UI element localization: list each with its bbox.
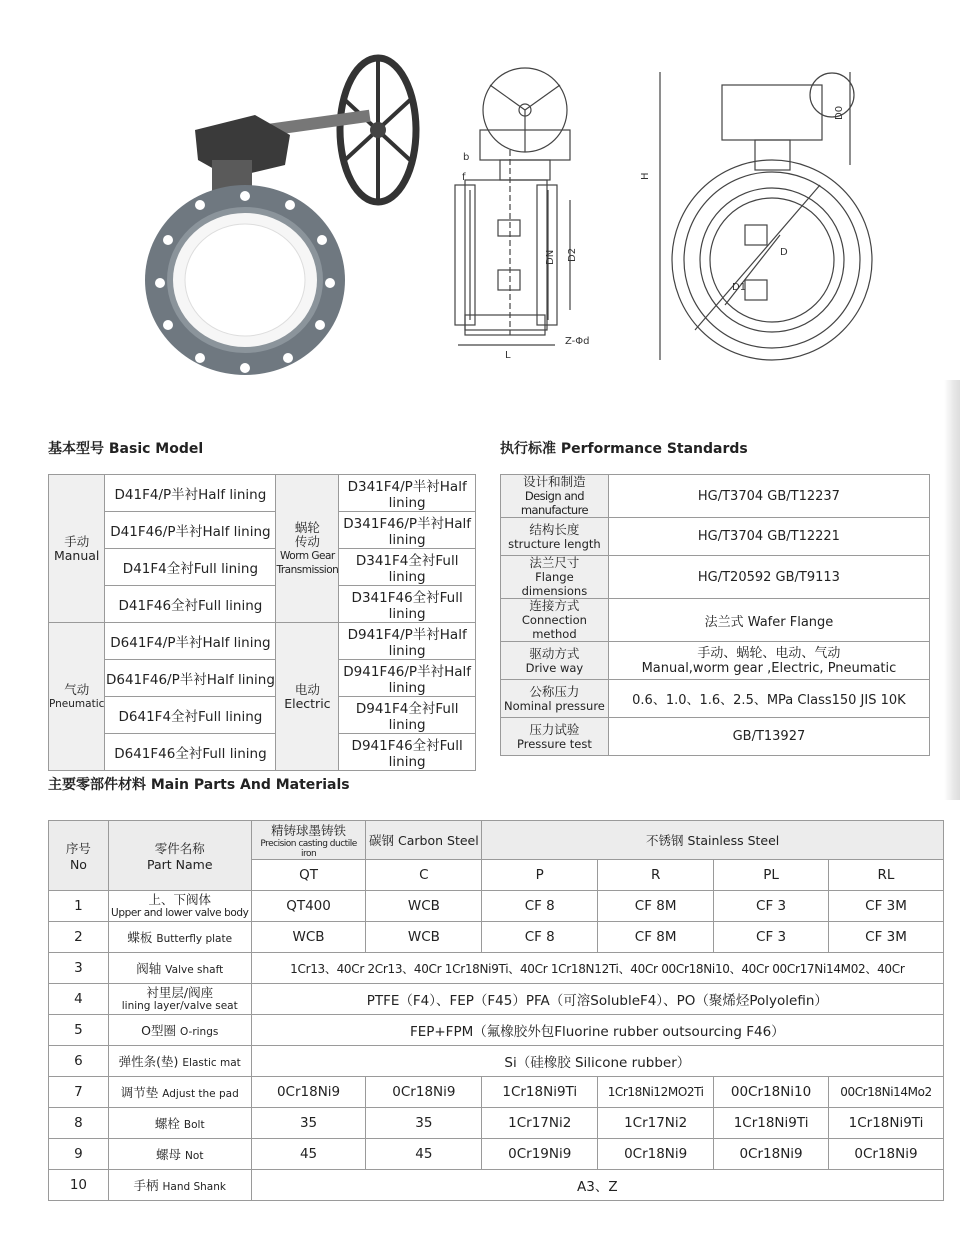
material-cell: CF 8	[482, 922, 598, 953]
perf-label: 压力试验 Pressure test	[501, 718, 609, 756]
row-no: 2	[49, 922, 109, 953]
perf-value: 0.6、1.0、1.6、2.5、MPa Class150 JIS 10K	[608, 680, 929, 718]
material-cell: CF 8M	[598, 891, 714, 922]
dim-l: L	[505, 350, 511, 361]
row-no: 8	[49, 1108, 109, 1139]
row-no: 1	[49, 891, 109, 922]
material-cell: CF 8M	[598, 922, 714, 953]
material-cell: 0Cr19Ni9	[482, 1139, 598, 1170]
perf-value: HG/T3704 GB/T12237	[608, 475, 929, 518]
material-cell: 0Cr18Ni9	[714, 1139, 829, 1170]
perf-label: 法兰尺寸 Flange dimensions	[501, 556, 609, 599]
dim-dn: DN	[545, 249, 556, 265]
material-cell: 45	[366, 1139, 482, 1170]
perf-label: 结构长度 structure length	[501, 518, 609, 556]
model-cell: D641F4/P半衬Half lining	[105, 623, 276, 660]
part-name: 螺栓 Bolt	[108, 1108, 251, 1139]
group-electric: 电动 Electric	[276, 623, 339, 771]
side-section-drawing	[455, 68, 570, 345]
material-cell: 35	[251, 1108, 366, 1139]
perf-value: 法兰式 Wafer Flange	[608, 599, 929, 642]
perf-value: GB/T13927	[608, 718, 929, 756]
part-name: 手柄 Hand Shank	[108, 1170, 251, 1201]
model-cell: D41F4全衬Full lining	[105, 549, 276, 586]
material-cell: 1Cr17Ni2	[482, 1108, 598, 1139]
performance-table	[500, 474, 930, 756]
valve-photo	[145, 58, 416, 375]
material-span-cell: FEP+FPM（氟橡胶外包Fluorine rubber outsourcing F46）	[251, 1015, 943, 1046]
material-cell: CF 3M	[829, 891, 944, 922]
material-cell: 00Cr18Ni10	[714, 1077, 829, 1108]
row-no: 6	[49, 1046, 109, 1077]
part-name: 上、下阀体 Upper and lower valve body	[108, 891, 251, 922]
material-cell: 35	[366, 1108, 482, 1139]
model-cell: D341F46全衬Full lining	[339, 586, 476, 623]
model-cell: D341F4全衬Full lining	[339, 549, 476, 586]
group-worm-gear: 蜗轮传动 Worm Gear Transmission	[276, 475, 339, 623]
part-name: 阀轴 Valve shaft	[108, 953, 251, 984]
code-p: P	[482, 860, 598, 891]
part-name: O型圈 O-rings	[108, 1015, 251, 1046]
material-cell: CF 3M	[829, 922, 944, 953]
part-name: 蝶板 Butterfly plate	[108, 922, 251, 953]
material-cell: 0Cr18Ni9	[829, 1139, 944, 1170]
material-cell: CF 3	[714, 922, 829, 953]
row-no: 3	[49, 953, 109, 984]
group-pneumatic: 气动 Pneumatic	[49, 623, 105, 771]
perf-label: 设计和制造 Design and manufacture	[501, 475, 609, 518]
material-cell: 0Cr18Ni9	[251, 1077, 366, 1108]
dim-f: f	[462, 172, 466, 183]
dim-b: b	[463, 152, 470, 163]
material-cell: 1Cr18Ni9Ti	[829, 1108, 944, 1139]
model-cell: D41F46全衬Full lining	[105, 586, 276, 623]
material-span-cell: Si（硅橡胶 Silicone rubber）	[251, 1046, 943, 1077]
row-no: 9	[49, 1139, 109, 1170]
perf-label: 连接方式 Connection method	[501, 599, 609, 642]
perf-label: 驱动方式 Drive way	[501, 642, 609, 680]
model-cell: D341F4/P半衬Half lining	[339, 475, 476, 512]
code-c: C	[366, 860, 482, 891]
model-cell: D941F4全衬Full lining	[339, 697, 476, 734]
basic-model-title: 基本型号 Basic Model	[48, 441, 204, 457]
header-stainless: 不锈钢 Stainless Steel	[482, 821, 944, 860]
material-cell: 1Cr17Ni2	[598, 1108, 714, 1139]
model-cell: D41F46/P半衬Half lining	[105, 512, 276, 549]
dim-h: H	[640, 172, 651, 180]
perf-value: 手动、蜗轮、电动、气动 Manual,worm gear ,Electric, Pneumatic	[608, 642, 929, 680]
material-cell: 1Cr18Ni12MO2Ti	[598, 1077, 714, 1108]
material-cell: 00Cr18Ni14Mo2	[829, 1077, 944, 1108]
material-cell: QT400	[251, 891, 366, 922]
dim-d: D	[780, 247, 788, 258]
performance-title: 执行标准 Performance Standards	[500, 441, 748, 457]
material-cell: WCB	[251, 922, 366, 953]
material-cell: 1Cr18Ni9Ti	[482, 1077, 598, 1108]
dim-zphid: Z-Φd	[565, 336, 590, 347]
valve-drawings	[0, 0, 960, 400]
model-cell: D941F4/P半衬Half lining	[339, 623, 476, 660]
row-no: 10	[49, 1170, 109, 1201]
code-pl: PL	[714, 860, 829, 891]
material-span-cell: A3、Z	[251, 1170, 943, 1201]
material-cell: 0Cr18Ni9	[366, 1077, 482, 1108]
page-edge-shadow	[944, 380, 960, 800]
basic-model-table	[48, 474, 476, 771]
header-qt: 精铸球墨铸铁 Precision casting ductile iron	[251, 821, 366, 860]
material-cell: 0Cr18Ni9	[598, 1139, 714, 1170]
row-no: 7	[49, 1077, 109, 1108]
material-cell: 45	[251, 1139, 366, 1170]
material-span-cell: PTFE（F4）、FEP（F45）PFA（可溶SolubleF4）、PO（聚烯烃Polyolefin）	[251, 984, 943, 1015]
dim-d0: D0	[834, 105, 845, 120]
model-cell: D941F46/P半衬Half lining	[339, 660, 476, 697]
model-cell: D641F46/P半衬Half lining	[105, 660, 276, 697]
model-cell: D941F46全衬Full lining	[339, 734, 476, 771]
row-no: 5	[49, 1015, 109, 1046]
dim-d2: D2	[567, 247, 578, 262]
perf-value: HG/T20592 GB/T9113	[608, 556, 929, 599]
material-span-cell: 1Cr13、40Cr 2Cr13、40Cr 1Cr18Ni9Ti、40Cr 1Cr18N12Ti、40Cr 00Cr18Ni10、40Cr 00Cr17Ni14M02、40Cr	[251, 953, 943, 984]
parts-title: 主要零部件材料 Main Parts And Materials	[48, 777, 350, 793]
header-carbon: 碳钢 Carbon Steel	[366, 821, 482, 860]
header-part-name: 零件名称 Part Name	[108, 821, 251, 891]
material-cell: WCB	[366, 891, 482, 922]
perf-label: 公称压力 Nominal pressure	[501, 680, 609, 718]
parts-table	[48, 820, 944, 1201]
model-cell: D341F46/P半衬Half lining	[339, 512, 476, 549]
code-rl: RL	[829, 860, 944, 891]
model-cell: D641F4全衬Full lining	[105, 697, 276, 734]
material-cell: WCB	[366, 922, 482, 953]
model-cell: D641F46全衬Full lining	[105, 734, 276, 771]
group-manual: 手动 Manual	[49, 475, 105, 623]
material-cell: CF 3	[714, 891, 829, 922]
material-cell: CF 8	[482, 891, 598, 922]
code-r: R	[598, 860, 714, 891]
row-no: 4	[49, 984, 109, 1015]
material-cell: 1Cr18Ni9Ti	[714, 1108, 829, 1139]
model-cell: D41F4/P半衬Half lining	[105, 475, 276, 512]
part-name: 衬里层/阀座 lining layer/valve seat	[108, 984, 251, 1015]
dim-d1: D1	[732, 282, 747, 293]
part-name: 弹性条(垫) Elastic mat	[108, 1046, 251, 1077]
code-qt: QT	[251, 860, 366, 891]
perf-value: HG/T3704 GB/T12221	[608, 518, 929, 556]
part-name: 调节垫 Adjust the pad	[108, 1077, 251, 1108]
part-name: 螺母 Not	[108, 1139, 251, 1170]
header-no: 序号 No	[49, 821, 109, 891]
